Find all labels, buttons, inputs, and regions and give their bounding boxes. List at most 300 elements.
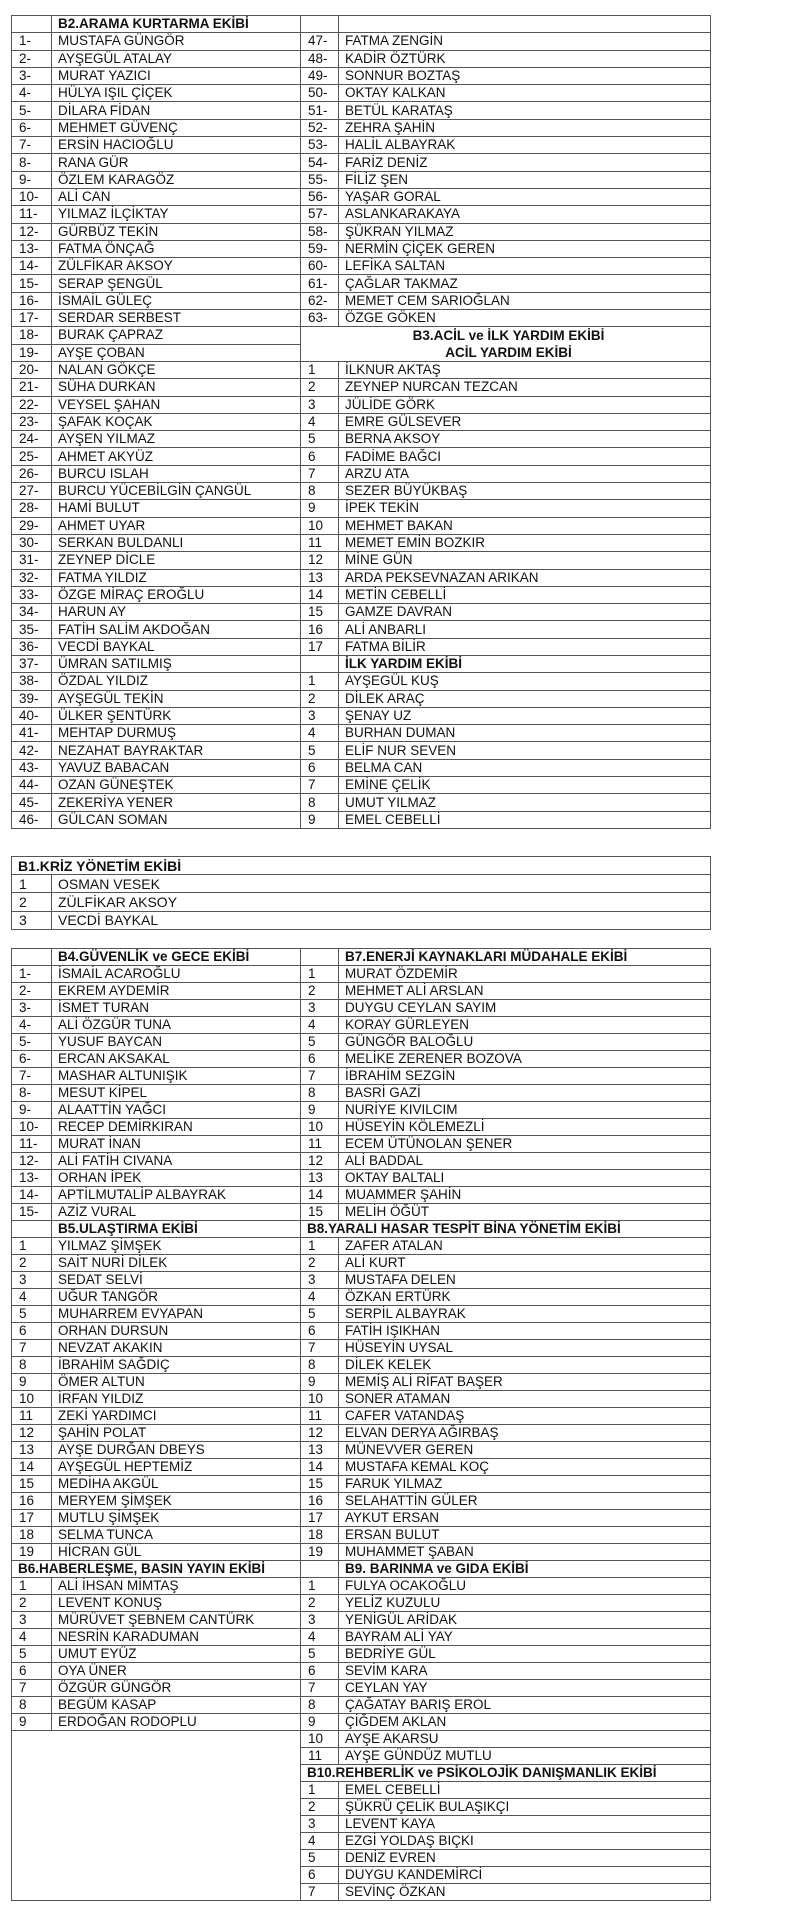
table-row (12, 1663, 711, 1680)
member-number: 22- (12, 396, 52, 413)
member-name: SELAHATTİN GÜLER (339, 1493, 711, 1510)
empty-cell (12, 16, 52, 33)
member-number: 11 (301, 1136, 339, 1153)
table-row (12, 327, 711, 344)
member-number: 4 (12, 1629, 52, 1646)
member-name: ALİ BADDAL (339, 1153, 711, 1170)
member-number: 5 (301, 1646, 339, 1663)
member-name: DENİZ EVREN (339, 1850, 711, 1867)
table-row (12, 1578, 711, 1595)
member-name: MELİKE ZERENER BOZOVA (339, 1051, 711, 1068)
member-name: MURAT YAZICI (52, 67, 301, 84)
member-name: AYŞE AKARSU (339, 1731, 711, 1748)
table-row (12, 1357, 711, 1374)
member-number: 19 (12, 1544, 52, 1561)
table-row (12, 500, 711, 517)
member-number: 2 (12, 1255, 52, 1272)
member-number: 8 (301, 1357, 339, 1374)
member-number: 14- (12, 258, 52, 275)
table-row (12, 1459, 711, 1476)
member-name: BEDRİYE GÜL (339, 1646, 711, 1663)
member-name: BURCU ISLAH (52, 465, 301, 482)
member-number: 15 (301, 1204, 339, 1221)
member-name: AYŞEGÜL HEPTEMİZ (52, 1459, 301, 1476)
member-name: ÖZGÜR GÜNGÖR (52, 1680, 301, 1697)
member-name: ÇAĞLAR TAKMAZ (339, 275, 711, 292)
member-number: 4 (301, 725, 339, 742)
member-name: İSMAİL GÜLEÇ (52, 292, 301, 309)
member-name: NALAN GÖKÇE (52, 361, 301, 378)
table-row (12, 431, 711, 448)
member-number: 1 (301, 673, 339, 690)
member-name: OSMAN VESEK (52, 875, 711, 893)
member-number: 1 (301, 1578, 339, 1595)
member-number: 58- (301, 223, 339, 240)
member-name: FATMA ZENGİN (339, 33, 711, 50)
table-row (12, 1289, 711, 1306)
member-name: OYA ÜNER (52, 1663, 301, 1680)
member-name: MEMET CEM SARIOĞLAN (339, 292, 711, 309)
member-name: SONNUR BOZTAŞ (339, 67, 711, 84)
member-number: 7 (301, 1680, 339, 1697)
empty-cell (301, 1561, 339, 1578)
member-name: BERNA AKSOY (339, 431, 711, 448)
table-row (12, 1595, 711, 1612)
table-row (12, 1051, 711, 1068)
table-row (12, 465, 711, 482)
member-name: MEDİHA AKGÜL (52, 1476, 301, 1493)
member-number: 6 (12, 1663, 52, 1680)
member-number: 1 (12, 1238, 52, 1255)
section-title-b5: B5.ULAŞTIRMA EKİBİ (52, 1221, 301, 1238)
member-number: 19- (12, 344, 52, 361)
member-number: 27- (12, 483, 52, 500)
member-name: ÖZGE GÖKEN (339, 310, 711, 327)
member-name: AHMET UYAR (52, 517, 301, 534)
table-row (12, 292, 711, 309)
table-row (12, 911, 711, 929)
member-name: EMİNE ÇELİK (339, 777, 711, 794)
member-name: GAMZE DAVRAN (339, 604, 711, 621)
member-number: 13- (12, 240, 52, 257)
member-number: 1- (12, 33, 52, 50)
table-row (12, 1221, 711, 1238)
member-name: ALİ KURT (339, 1255, 711, 1272)
member-name: MUSTAFA GÜNGÖR (52, 33, 301, 50)
member-number: 12 (12, 1425, 52, 1442)
member-name: ZEKERİYA YENER (52, 794, 301, 811)
member-number: 4 (301, 413, 339, 430)
member-number: 57- (301, 206, 339, 223)
member-number: 3 (12, 911, 52, 929)
member-number: 9 (12, 1374, 52, 1391)
member-name: ELVAN DERYA AĞIRBAŞ (339, 1425, 711, 1442)
member-name: ZEYNEP DİCLE (52, 552, 301, 569)
member-number: 15 (12, 1476, 52, 1493)
member-name: BETÜL KARATAŞ (339, 102, 711, 119)
member-name: MÜRÜVET ŞEBNEM CANTÜRK (52, 1612, 301, 1629)
member-name: ALAATTİN YAĞCI (52, 1102, 301, 1119)
member-name: YAŞAR GORAL (339, 188, 711, 205)
member-name: İLKNUR AKTAŞ (339, 361, 711, 378)
table-row (12, 1017, 711, 1034)
member-number: 9 (301, 500, 339, 517)
member-number: 61- (301, 275, 339, 292)
member-number: 7 (301, 1884, 339, 1901)
table-row (12, 396, 711, 413)
table-row (12, 1136, 711, 1153)
member-number: 39- (12, 690, 52, 707)
member-number: 2 (301, 379, 339, 396)
member-name: RECEP DEMİRKIRAN (52, 1119, 301, 1136)
member-number: 2- (12, 50, 52, 67)
member-name: CAFER VATANDAŞ (339, 1408, 711, 1425)
member-number: 14 (301, 1459, 339, 1476)
member-name: MELİH ÖĞÜT (339, 1204, 711, 1221)
member-number: 4- (12, 85, 52, 102)
member-number: 62- (301, 292, 339, 309)
section-title-b1: B1.KRİZ YÖNETİM EKİBİ (12, 857, 711, 875)
member-number: 6- (12, 1051, 52, 1068)
member-name: ŞENAY UZ (339, 707, 711, 724)
member-name: ORHAN DURSUN (52, 1323, 301, 1340)
table-row (12, 1204, 711, 1221)
table-b4-to-b10 (11, 948, 711, 1901)
member-number: 60- (301, 258, 339, 275)
member-number: 4 (12, 1289, 52, 1306)
member-number: 8 (301, 1697, 339, 1714)
member-number: 7 (12, 1340, 52, 1357)
member-number: 7 (301, 1068, 339, 1085)
member-number: 3 (301, 707, 339, 724)
member-name: OKTAY KALKAN (339, 85, 711, 102)
table-row (12, 310, 711, 327)
member-number: 2 (12, 893, 52, 911)
section-title-b10: B10.REHBERLİK ve PSİKOLOJİK DANIŞMANLIK EKİBİ (301, 1765, 711, 1782)
member-name: MUTLU ŞİMŞEK (52, 1510, 301, 1527)
member-name: METİN CEBELLİ (339, 586, 711, 603)
member-number: 10 (301, 1119, 339, 1136)
member-number: 12 (301, 1153, 339, 1170)
member-name: UMUT YILMAZ (339, 794, 711, 811)
table-row (12, 811, 711, 828)
table-row (12, 1442, 711, 1459)
table-row (12, 1085, 711, 1102)
member-name: MEHMET ALİ ARSLAN (339, 983, 711, 1000)
member-name: LEFİKA SALTAN (339, 258, 711, 275)
member-number: 3 (12, 1272, 52, 1289)
member-number: 10 (301, 1731, 339, 1748)
member-number: 18 (12, 1527, 52, 1544)
section-title-b2: B2.ARAMA KURTARMA EKİBİ (52, 16, 301, 33)
member-number: 4 (301, 1017, 339, 1034)
table-b1-crisis-team (11, 856, 711, 930)
member-number: 8- (12, 154, 52, 171)
member-name: BAYRAM ALİ YAY (339, 1629, 711, 1646)
member-name: MURAT ÖZDEMİR (339, 966, 711, 983)
table-row (12, 569, 711, 586)
member-name: APTİLMUTALİP ALBAYRAK (52, 1187, 301, 1204)
table-row (12, 1272, 711, 1289)
member-number: 1 (12, 1578, 52, 1595)
table-row (12, 655, 711, 672)
member-name: BEGÜM KASAP (52, 1697, 301, 1714)
member-name: ORHAN İPEK (52, 1170, 301, 1187)
table-row (12, 50, 711, 67)
member-name: ÖZKAN ERTÜRK (339, 1289, 711, 1306)
member-name: MERYEM ŞİMŞEK (52, 1493, 301, 1510)
member-name: NEVZAT AKAKIN (52, 1340, 301, 1357)
member-number: 38- (12, 673, 52, 690)
member-number: 8 (301, 483, 339, 500)
member-number: 48- (301, 50, 339, 67)
table-row (12, 966, 711, 983)
section-title-b6: B6.HABERLEŞME, BASIN YAYIN EKİBİ (12, 1561, 301, 1578)
member-name: ERSAN BULUT (339, 1527, 711, 1544)
member-name: SAİT NURİ DİLEK (52, 1255, 301, 1272)
member-name: ERSİN HACIOĞLU (52, 137, 301, 154)
member-name: SERAP ŞENGÜL (52, 275, 301, 292)
member-name: HİCRAN GÜL (52, 1544, 301, 1561)
member-name: OZAN GÜNEŞTEK (52, 777, 301, 794)
member-name: ZÜLFİKAR AKSOY (52, 893, 711, 911)
table-row (12, 1034, 711, 1051)
section-title-b8: B8.YARALI HASAR TESPİT BİNA YÖNETİM EKİBİ (301, 1221, 711, 1238)
member-name: MUHARREM EVYAPAN (52, 1306, 301, 1323)
member-name: DUYGU KANDEMİRCİ (339, 1867, 711, 1884)
member-number: 56- (301, 188, 339, 205)
member-name: ALİ CAN (52, 188, 301, 205)
member-number: 55- (301, 171, 339, 188)
table-row (12, 1408, 711, 1425)
member-number: 59- (301, 240, 339, 257)
table-row (12, 344, 711, 361)
member-number: 9- (12, 171, 52, 188)
table-row (12, 638, 711, 655)
member-number: 8 (12, 1357, 52, 1374)
member-number: 2 (301, 1595, 339, 1612)
member-name: SERPİL ALBAYRAK (339, 1306, 711, 1323)
table-row (12, 690, 711, 707)
member-number: 9 (301, 1102, 339, 1119)
member-number: 31- (12, 552, 52, 569)
member-name: NERMİN ÇİÇEK GEREN (339, 240, 711, 257)
member-name: VECDİ BAYKAL (52, 911, 711, 929)
member-number: 10 (301, 1391, 339, 1408)
member-number: 8 (12, 1697, 52, 1714)
member-number: 13 (301, 1170, 339, 1187)
member-name: YILMAZ İLÇİKTAY (52, 206, 301, 223)
member-number: 13 (12, 1442, 52, 1459)
member-number: 3 (301, 396, 339, 413)
member-name: SONER ATAMAN (339, 1391, 711, 1408)
member-number: 11 (301, 534, 339, 551)
member-name: ALİ ANBARLI (339, 621, 711, 638)
member-name: AHMET AKYÜZ (52, 448, 301, 465)
member-number: 10- (12, 188, 52, 205)
member-number: 17 (12, 1510, 52, 1527)
member-number: 7 (301, 1340, 339, 1357)
table-row (12, 1544, 711, 1561)
table-row (12, 1340, 711, 1357)
table-row (12, 707, 711, 724)
member-name: MEHMET GÜVENÇ (52, 119, 301, 136)
member-name: ARZU ATA (339, 465, 711, 482)
member-number: 54- (301, 154, 339, 171)
member-name: SEVİM KARA (339, 1663, 711, 1680)
member-number: 50- (301, 85, 339, 102)
table-row (12, 1646, 711, 1663)
member-number: 42- (12, 742, 52, 759)
table-row (12, 673, 711, 690)
member-number: 14 (301, 586, 339, 603)
member-number: 63- (301, 310, 339, 327)
table-row (12, 1476, 711, 1493)
member-name: HÜLYA IŞIL ÇİÇEK (52, 85, 301, 102)
member-number: 47- (301, 33, 339, 50)
member-name: DİLEK KELEK (339, 1357, 711, 1374)
member-number: 13 (301, 1442, 339, 1459)
member-name: SELMA TUNCA (52, 1527, 301, 1544)
member-number: 19 (301, 1544, 339, 1561)
member-name: MURAT İNAN (52, 1136, 301, 1153)
member-number: 18 (301, 1527, 339, 1544)
header-row (12, 16, 711, 33)
table-row (12, 33, 711, 50)
member-number: 8 (301, 794, 339, 811)
member-name: OKTAY BALTALI (339, 1170, 711, 1187)
table-row (12, 1170, 711, 1187)
member-number: 12 (301, 1425, 339, 1442)
member-name: FATMA YILDIZ (52, 569, 301, 586)
member-number: 11- (12, 206, 52, 223)
member-name: ERCAN AKSAKAL (52, 1051, 301, 1068)
member-number: 15 (301, 1476, 339, 1493)
section-title-b9: B9. BARINMA ve GIDA EKİBİ (339, 1561, 711, 1578)
table-row (12, 1153, 711, 1170)
member-name: İPEK TEKİN (339, 500, 711, 517)
member-number: 43- (12, 759, 52, 776)
member-name: ARDA PEKSEVNAZAN ARIKAN (339, 569, 711, 586)
member-name: ASLANKARAKAYA (339, 206, 711, 223)
member-name: HÜSEYİN KÖLEMEZLİ (339, 1119, 711, 1136)
table-row (12, 1527, 711, 1544)
member-number: 49- (301, 67, 339, 84)
member-name: AYŞEGÜL KUŞ (339, 673, 711, 690)
section-title-b3: B3.ACİL ve İLK YARDIM EKİBİ (301, 327, 711, 344)
member-name: ŞÜKRAN YILMAZ (339, 223, 711, 240)
member-name: FARUK YILMAZ (339, 1476, 711, 1493)
member-number: 18- (12, 327, 52, 344)
member-name: DUYGU CEYLAN SAYIM (339, 1000, 711, 1017)
member-number: 7 (301, 777, 339, 794)
subsection-title-ilk: İLK YARDIM EKİBİ (339, 655, 711, 672)
member-number: 1 (12, 875, 52, 893)
table-row (12, 586, 711, 603)
member-number: 2 (301, 983, 339, 1000)
table-row (12, 361, 711, 378)
member-number: 16 (301, 1493, 339, 1510)
member-name: FARİZ DENİZ (339, 154, 711, 171)
member-number: 6 (301, 1663, 339, 1680)
member-name: ŞAHİN POLAT (52, 1425, 301, 1442)
member-name: ÇİĞDEM AKLAN (339, 1714, 711, 1731)
member-number: 30- (12, 534, 52, 551)
member-number: 17- (12, 310, 52, 327)
member-number: 3 (301, 1816, 339, 1833)
member-name: JÜLİDE GÖRK (339, 396, 711, 413)
member-name: UĞUR TANGÖR (52, 1289, 301, 1306)
member-name: BURAK ÇAPRAZ (52, 327, 301, 344)
member-number: 9 (301, 1714, 339, 1731)
member-name: FULYA OCAKOĞLU (339, 1578, 711, 1595)
member-name: FATMA ÖNÇAĞ (52, 240, 301, 257)
member-number: 2 (301, 690, 339, 707)
member-number: 15- (12, 1204, 52, 1221)
table-row (12, 1493, 711, 1510)
member-number: 13- (12, 1170, 52, 1187)
table-row (12, 1714, 711, 1731)
member-number: 35- (12, 621, 52, 638)
empty-cell (12, 949, 52, 966)
table-row (12, 604, 711, 621)
member-name: BURCU YÜCEBİLGİN ÇANGÜL (52, 483, 301, 500)
member-name: EMRE GÜLSEVER (339, 413, 711, 430)
member-number: 6 (301, 1323, 339, 1340)
table-row (12, 1068, 711, 1085)
member-name: MESUT KİPEL (52, 1085, 301, 1102)
member-name: MEHTAP DURMUŞ (52, 725, 301, 742)
table-row (12, 893, 711, 911)
member-name: ZÜLFİKAR AKSOY (52, 258, 301, 275)
member-number: 25- (12, 448, 52, 465)
member-number: 4 (301, 1629, 339, 1646)
table-row (12, 759, 711, 776)
member-number: 32- (12, 569, 52, 586)
table-row (12, 171, 711, 188)
member-name: ÖZDAL YILDIZ (52, 673, 301, 690)
member-name: ÜLKER ŞENTÜRK (52, 707, 301, 724)
member-name: FİLİZ ŞEN (339, 171, 711, 188)
member-name: HAMİ BULUT (52, 500, 301, 517)
table-row (12, 1187, 711, 1204)
member-number: 6 (12, 1323, 52, 1340)
member-number: 9 (12, 1714, 52, 1731)
member-number: 36- (12, 638, 52, 655)
member-number: 14 (12, 1459, 52, 1476)
table-row (12, 742, 711, 759)
table-row (12, 1374, 711, 1391)
table-row (12, 1612, 711, 1629)
member-name: ERDOĞAN RODOPLU (52, 1714, 301, 1731)
member-name: İRFAN YILDIZ (52, 1391, 301, 1408)
member-number: 44- (12, 777, 52, 794)
member-name: MÜNEVVER GEREN (339, 1442, 711, 1459)
member-name: MEHMET BAKAN (339, 517, 711, 534)
member-name: CEYLAN YAY (339, 1680, 711, 1697)
member-number: 5 (301, 431, 339, 448)
member-number: 2 (301, 1255, 339, 1272)
member-name: AYŞE GÜNDÜZ MUTLU (339, 1748, 711, 1765)
member-number: 1- (12, 966, 52, 983)
member-name: FATMA BİLİR (339, 638, 711, 655)
member-number: 1 (301, 361, 339, 378)
member-name: FATİH IŞIKHAN (339, 1323, 711, 1340)
table-row (12, 1255, 711, 1272)
member-name: ALİ İHSAN MİMTAŞ (52, 1578, 301, 1595)
member-name: ŞÜKRÜ ÇELİK BULAŞIKÇI (339, 1799, 711, 1816)
member-number: 1 (301, 1238, 339, 1255)
